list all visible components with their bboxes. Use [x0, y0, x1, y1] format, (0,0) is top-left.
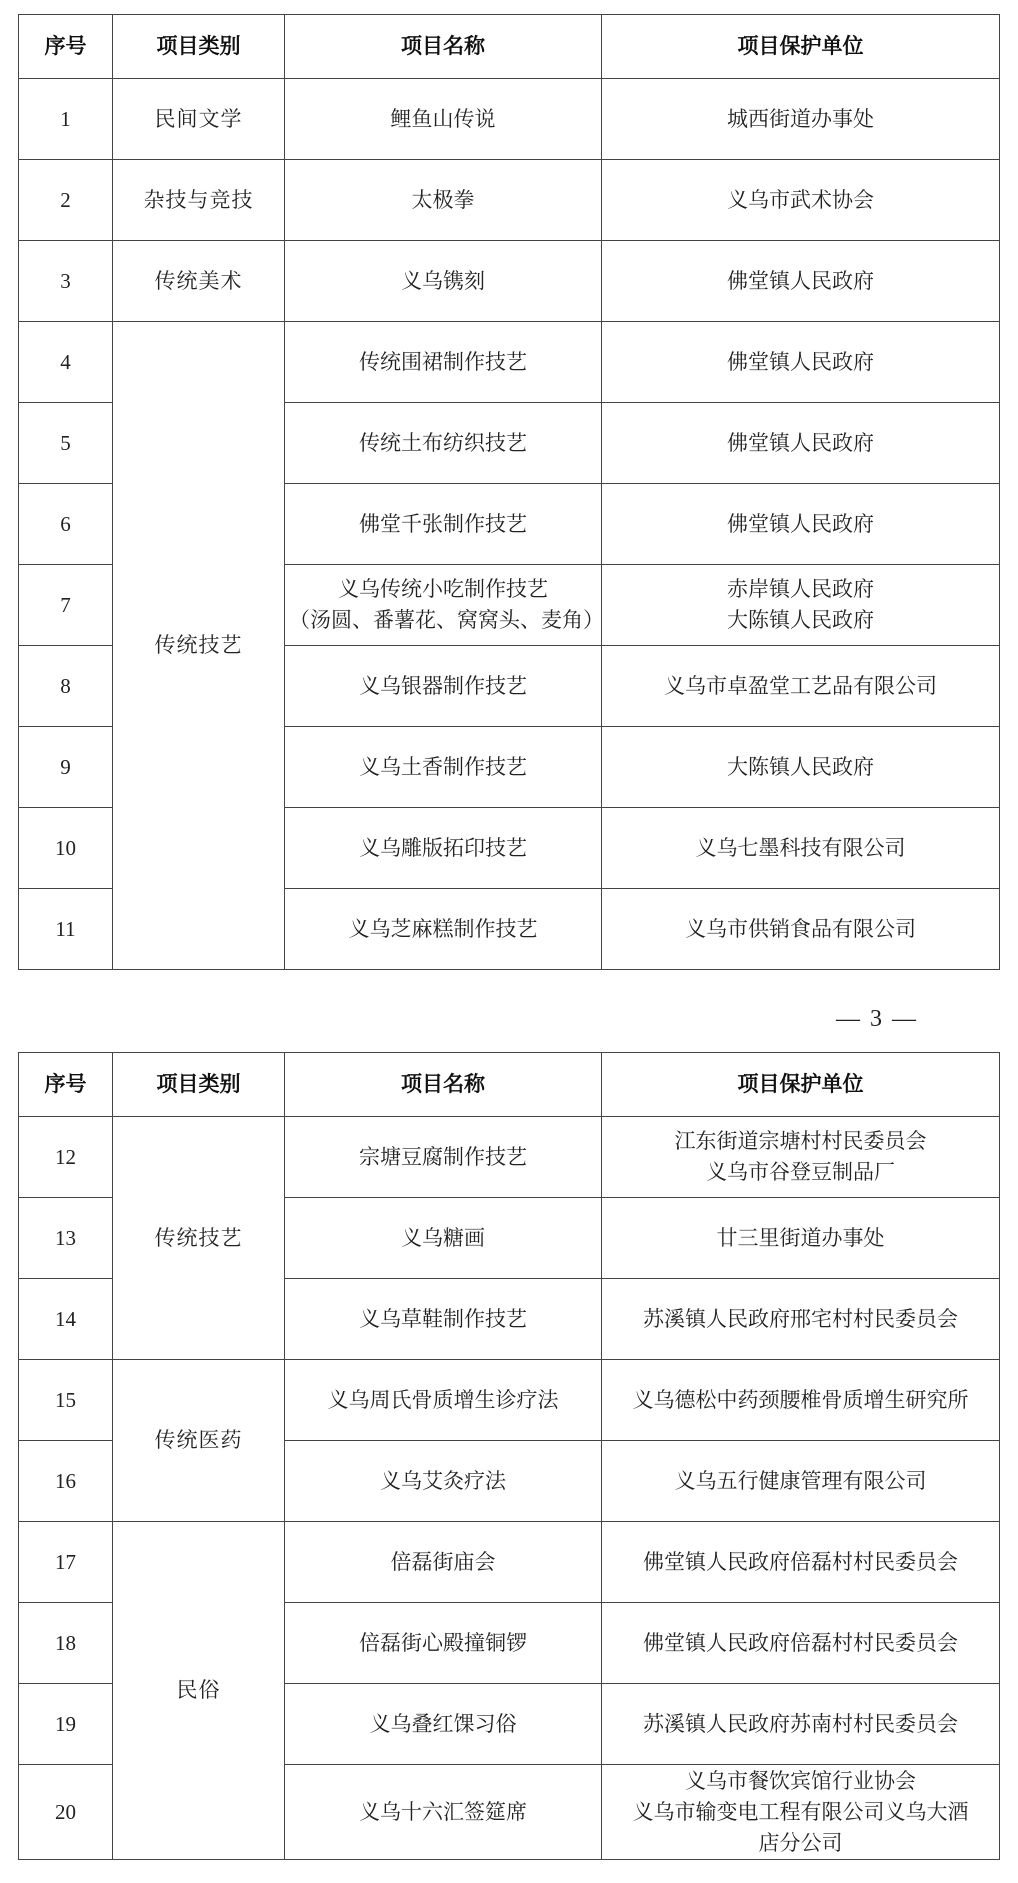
row-category: 传统技艺 [113, 1117, 285, 1360]
row-name: 义乌镌刻 [285, 241, 602, 322]
row-unit: 佛堂镇人民政府 [602, 322, 1000, 403]
row-no: 20 [19, 1765, 113, 1860]
row-unit: 义乌五行健康管理有限公司 [602, 1441, 1000, 1522]
row-unit: 义乌德松中药颈腰椎骨质增生研究所 [602, 1360, 1000, 1441]
row-name: 义乌艾灸疗法 [285, 1441, 602, 1522]
row-name-line: （汤圆、番薯花、窝窝头、麦角） [289, 608, 604, 632]
header-no: 序号 [19, 1053, 113, 1117]
row-no: 18 [19, 1603, 113, 1684]
row-no: 10 [19, 808, 113, 889]
row-unit [602, 565, 1000, 646]
row-unit: 城西街道办事处 [602, 79, 1000, 160]
row-no: 7 [19, 565, 113, 646]
row-unit-line: 义乌市输变电工程有限公司义乌大酒 [632, 1799, 969, 1824]
row-unit: 廿三里街道办事处 [602, 1198, 1000, 1279]
row-no: 13 [19, 1198, 113, 1279]
row-no: 4 [19, 322, 113, 403]
row-unit: 佛堂镇人民政府倍磊村村民委员会 [602, 1603, 1000, 1684]
row-unit [602, 1765, 1000, 1860]
row-category: 传统美术 [113, 241, 285, 322]
row-no: 9 [19, 727, 113, 808]
row-no: 2 [19, 160, 113, 241]
header-no: 序号 [19, 15, 113, 79]
row-name: 倍磊街心殿撞铜锣 [285, 1603, 602, 1684]
row-unit: 苏溪镇人民政府邢宅村村民委员会 [602, 1279, 1000, 1360]
table-row [19, 1522, 1000, 1603]
row-name: 义乌雕版拓印技艺 [285, 808, 602, 889]
row-name: 传统围裙制作技艺 [285, 322, 602, 403]
header-name: 项目名称 [285, 15, 602, 79]
header-category: 项目类别 [113, 15, 285, 79]
row-unit: 苏溪镇人民政府苏南村村民委员会 [602, 1684, 1000, 1765]
row-category: 传统医药 [113, 1360, 285, 1522]
row-category: 民间文学 [113, 79, 285, 160]
row-unit: 佛堂镇人民政府倍磊村村民委员会 [602, 1522, 1000, 1603]
row-name: 义乌银器制作技艺 [285, 646, 602, 727]
row-category: 传统技艺 [113, 322, 285, 970]
row-no: 3 [19, 241, 113, 322]
row-unit-line: 赤岸镇人民政府 [727, 577, 874, 601]
row-no: 11 [19, 889, 113, 970]
row-unit: 大陈镇人民政府 [602, 727, 1000, 808]
row-no: 12 [19, 1117, 113, 1198]
row-category: 民俗 [113, 1522, 285, 1860]
header-unit: 项目保护单位 [602, 15, 1000, 79]
header-row [19, 15, 1000, 79]
row-unit-line: 大陈镇人民政府 [727, 608, 874, 632]
row-name: 太极拳 [285, 160, 602, 241]
row-no: 1 [19, 79, 113, 160]
row-name: 义乌草鞋制作技艺 [285, 1279, 602, 1360]
row-no: 17 [19, 1522, 113, 1603]
table-row [19, 1117, 1000, 1198]
row-name: 宗塘豆腐制作技艺 [285, 1117, 602, 1198]
row-category: 杂技与竞技 [113, 160, 285, 241]
table-row [19, 1360, 1000, 1441]
page-number: — 3 — [836, 1006, 918, 1032]
row-name: 义乌土香制作技艺 [285, 727, 602, 808]
table-row [19, 241, 1000, 322]
header-unit: 项目保护单位 [602, 1053, 1000, 1117]
row-unit-line: 义乌市谷登豆制品厂 [706, 1160, 895, 1184]
row-name: 倍磊街庙会 [285, 1522, 602, 1603]
row-name-line: 义乌传统小吃制作技艺 [338, 577, 548, 601]
row-no: 16 [19, 1441, 113, 1522]
row-no: 14 [19, 1279, 113, 1360]
row-unit-line: 义乌市餐饮宾馆行业协会 [685, 1768, 916, 1793]
row-unit-line: 江东街道宗塘村村民委员会 [674, 1129, 927, 1153]
row-unit-line: 店分公司 [758, 1830, 843, 1855]
row-unit: 义乌七墨科技有限公司 [602, 808, 1000, 889]
heritage-table-1 [18, 14, 1000, 970]
row-name: 义乌糖画 [285, 1198, 602, 1279]
header-name: 项目名称 [285, 1053, 602, 1117]
row-no: 15 [19, 1360, 113, 1441]
row-name: 义乌十六汇签筵席 [285, 1765, 602, 1860]
header-row [19, 1053, 1000, 1117]
row-name: 传统土布纺织技艺 [285, 403, 602, 484]
row-name: 义乌芝麻糕制作技艺 [285, 889, 602, 970]
row-name: 鲤鱼山传说 [285, 79, 602, 160]
row-unit: 佛堂镇人民政府 [602, 403, 1000, 484]
row-no: 5 [19, 403, 113, 484]
row-name: 佛堂千张制作技艺 [285, 484, 602, 565]
row-unit: 义乌市卓盈堂工艺品有限公司 [602, 646, 1000, 727]
table-row [19, 160, 1000, 241]
row-unit [602, 1117, 1000, 1198]
row-no: 6 [19, 484, 113, 565]
row-no: 19 [19, 1684, 113, 1765]
header-category: 项目类别 [113, 1053, 285, 1117]
row-name: 义乌周氏骨质增生诊疗法 [285, 1360, 602, 1441]
row-unit: 佛堂镇人民政府 [602, 241, 1000, 322]
row-name [285, 565, 602, 646]
row-unit: 义乌市供销食品有限公司 [602, 889, 1000, 970]
heritage-table-2 [18, 1052, 1000, 1860]
row-no: 8 [19, 646, 113, 727]
table-row [19, 322, 1000, 403]
row-unit: 佛堂镇人民政府 [602, 484, 1000, 565]
row-unit: 义乌市武术协会 [602, 160, 1000, 241]
table-row [19, 79, 1000, 160]
row-name: 义乌叠红馃习俗 [285, 1684, 602, 1765]
